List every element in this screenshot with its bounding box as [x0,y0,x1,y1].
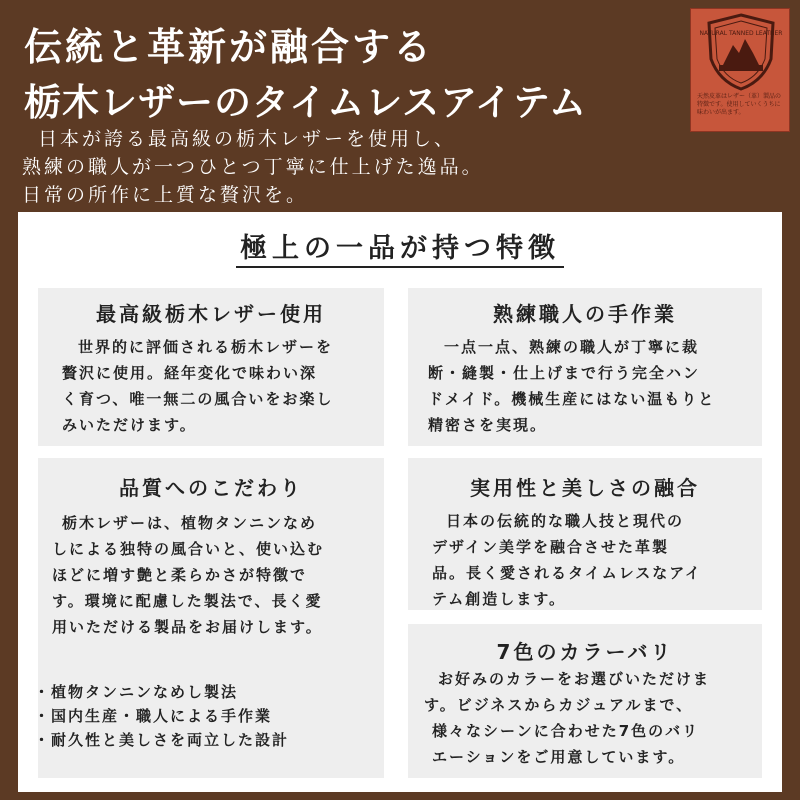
feature-card-title: 実用性と美しさの融合 [470,476,700,500]
card-line: 用いただける製品をお届けします。 [52,618,323,636]
card-line: みいただけます。 [62,416,197,434]
feature-card-craftsman [408,288,762,446]
card-line: 精密さを実現。 [428,416,548,434]
card-line: 日本の伝統的な職人技と現代の [446,512,685,530]
stamp-badge-text: NATURAL TANNED LEATHER [699,30,783,37]
card-line: 一点一点、熟練の職人が丁寧に裁 [444,338,700,356]
card-line: す。ビジネスからカジュアルまで、 [424,696,694,714]
feature-card-title: 7色のカラーバリ [496,640,674,664]
header [0,0,800,210]
card-line: エーションをご用意しています。 [432,748,686,766]
feature-card-title: 熟練職人の手作業 [493,302,677,326]
stamp-note-text: 天然皮革はレザー（革）製品の特徴です。使用していくうちに味わいが出ます。 [697,93,782,116]
card-line: す。環境に配慮した製法で、長く愛 [52,592,323,610]
card-line: しによる独特の風合いと、使い込む [52,540,325,558]
headline-line-2: 栃木レザーのタイムレスアイテム [24,81,587,124]
shield-crest-icon [691,9,790,93]
feature-card-body [424,666,710,770]
card-line: 品。長く愛されるタイムレスなアイ [432,564,702,582]
feature-card-leather [38,288,384,446]
card-line: テム創造します。 [432,590,567,608]
feature-card-body [428,334,715,438]
feature-card-design [408,458,762,610]
feature-card-title: 品質へのこだわり [119,476,303,500]
features-title-wrap [18,226,782,265]
card-line: ドメイド。機械生産にはない温もりと [428,390,716,408]
features-title: 極上の一品が持つ特徴 [236,233,564,268]
card-line: 贅沢に使用。経年変化で味わい深 [62,364,318,382]
card-line: く育つ、唯一無二の風合いをお楽し [62,390,334,408]
card-line: デザイン美学を融合させた革製 [432,538,669,556]
card-line: お好みのカラーをお選びいただけま [438,670,711,688]
feature-card-body [432,508,702,612]
card-line: 様々なシーンに合わせた7色のバリ [432,722,700,740]
bullet-item: ・耐久性と美しさを両立した設計 [34,731,290,749]
bullet-item: ・国内生産・職人による手作業 [34,707,273,725]
intro-line-2: 熟練の職人が一つひとつ丁寧に仕上げた逸品。 [22,156,484,178]
headline-line-1: 伝統と革新が融合する [24,25,435,69]
card-line: 断・縫製・仕上げまで行う完全ハン [428,364,701,382]
bullet-item: ・植物タンニンなめし製法 [34,683,239,701]
feature-card-colors [408,624,762,778]
intro-line-3: 日常の所作に上質な贅沢を。 [22,184,309,206]
feature-bullet-list [34,680,289,752]
feature-card-body [62,334,333,438]
feature-card-title: 最高級栃木レザー使用 [96,302,326,326]
card-line: ほどに増す艶と柔らかさが特徴で [52,566,308,584]
intro-line-1: 日本が誇る最高級の栃木レザーを使用し、 [38,128,457,150]
card-line: 世界的に評価される栃木レザーを [78,338,334,356]
leather-stamp-logo [690,8,790,132]
card-line: 栃木レザーは、植物タンニンなめ [62,514,318,532]
feature-card-body [52,510,324,640]
